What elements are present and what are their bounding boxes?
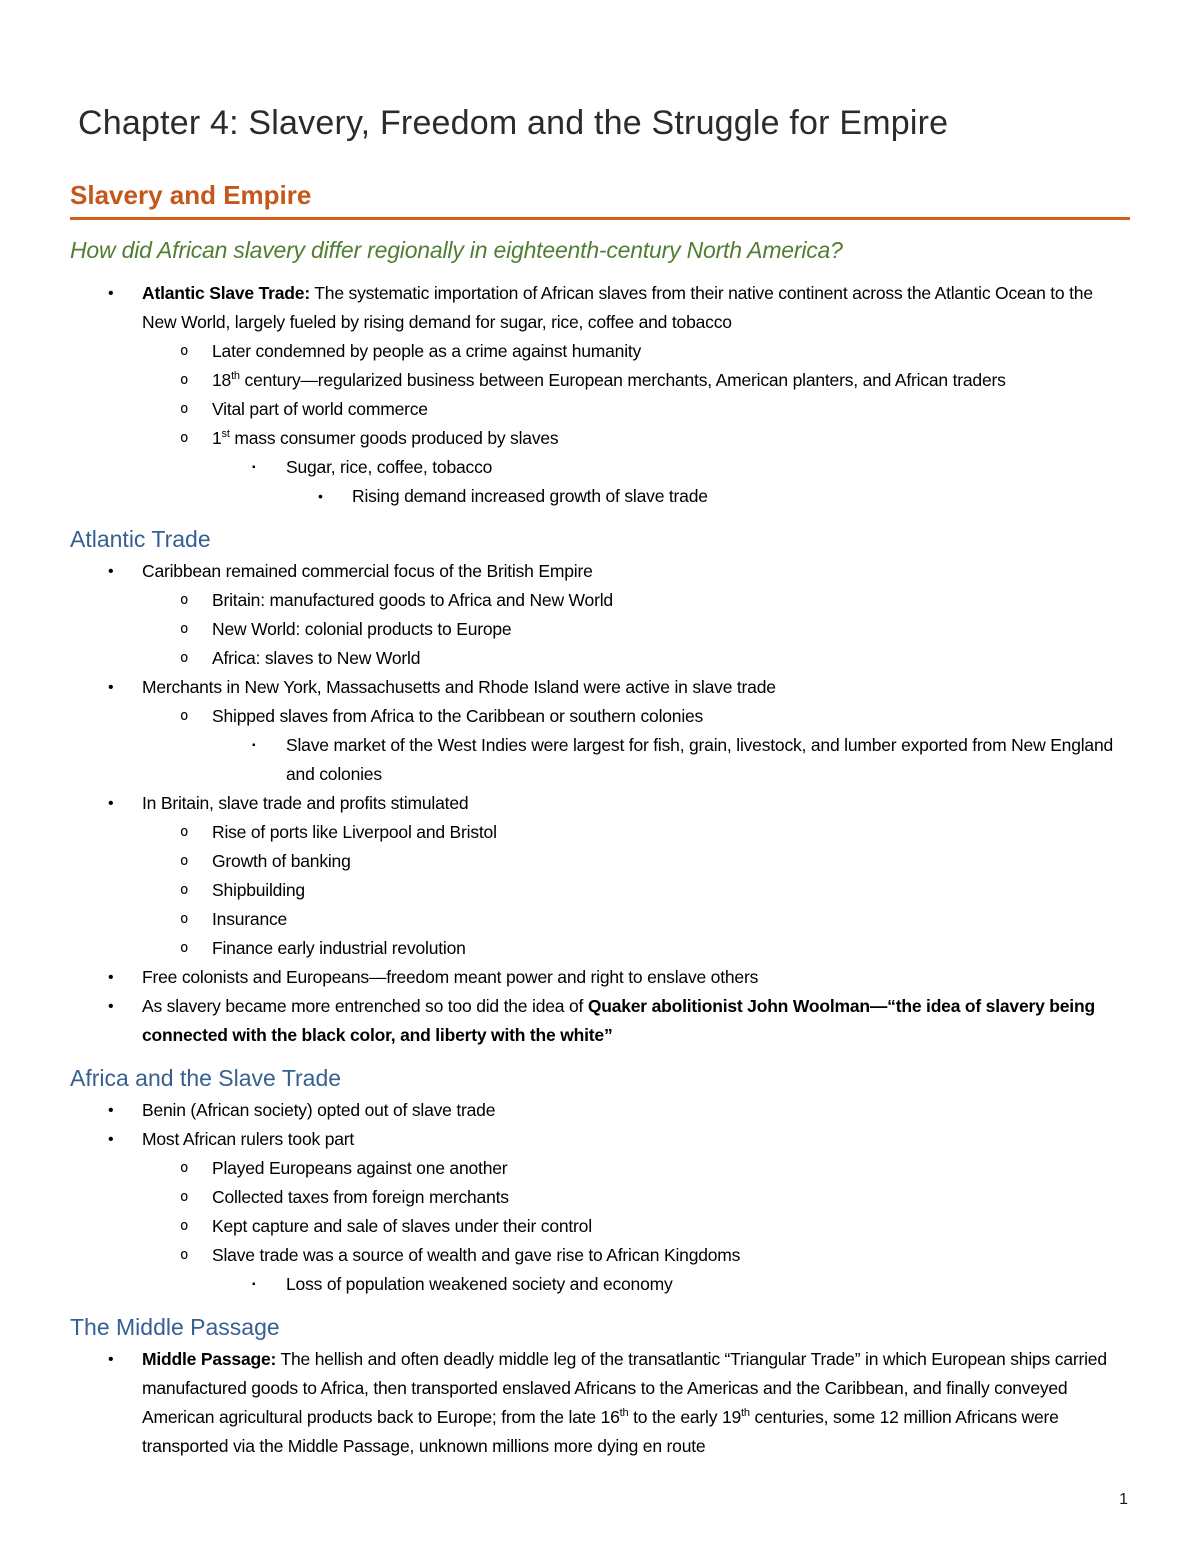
text-run: Africa: slaves to New World xyxy=(212,648,421,668)
bullet-icon: • xyxy=(108,563,114,580)
bullet-icon: o xyxy=(180,592,189,608)
list-item-text xyxy=(142,673,1130,702)
list-item-text xyxy=(212,1241,1130,1270)
text-run: Rising demand increased growth of slave trade xyxy=(352,486,708,506)
list-item-text xyxy=(212,1183,1130,1212)
bullet-icon: o xyxy=(180,430,189,446)
list-item-text xyxy=(142,963,1130,992)
text-run: Kept capture and sale of slaves under their control xyxy=(212,1216,592,1236)
text-run: Slave trade was a source of wealth and gave rise to African Kingdoms xyxy=(212,1245,741,1265)
list-item xyxy=(70,702,1130,731)
list-item xyxy=(70,1096,1130,1125)
list-item-text xyxy=(286,1270,1130,1299)
section-heading: Slavery and Empire xyxy=(70,180,1130,220)
list-item xyxy=(70,1241,1130,1270)
bullet-icon: • xyxy=(108,1102,114,1119)
list-item-text xyxy=(142,1096,1130,1125)
text-run: 1 xyxy=(212,428,222,448)
list-item-text xyxy=(286,453,1130,482)
list-item-text xyxy=(212,905,1130,934)
bullet-icon: • xyxy=(108,285,114,302)
list-item-text xyxy=(212,1212,1130,1241)
list-item xyxy=(70,789,1130,818)
text-run: Quaker abolitionist John Woolman—“the idea of slavery being connected with the black color, and liberty with the white” xyxy=(142,996,1095,1045)
bullet-icon: o xyxy=(180,372,189,388)
bullet-icon: ▪ xyxy=(252,462,256,473)
list-item-text xyxy=(212,337,1130,366)
text-run: Middle Passage: xyxy=(142,1349,277,1369)
list-item-text xyxy=(212,424,1130,453)
list-item-text xyxy=(212,876,1130,905)
list-item-text xyxy=(212,818,1130,847)
bullet-icon: ▪ xyxy=(252,740,256,751)
list-item xyxy=(70,453,1130,482)
list-item xyxy=(70,673,1130,702)
list-item-text xyxy=(212,366,1130,395)
list-item xyxy=(70,905,1130,934)
text-run: Free colonists and Europeans—freedom meant power and right to enslave others xyxy=(142,967,759,987)
list-item xyxy=(70,424,1130,453)
text-run: Most African rulers took part xyxy=(142,1129,355,1149)
list-item xyxy=(70,1154,1130,1183)
list-item-text xyxy=(142,279,1130,337)
bullet-icon: o xyxy=(180,708,189,724)
bullet-icon: o xyxy=(180,343,189,359)
list-item xyxy=(70,1183,1130,1212)
bullet-icon: o xyxy=(180,853,189,869)
text-run: th xyxy=(619,1407,629,1420)
text-run: st xyxy=(221,428,230,441)
list-item xyxy=(70,1345,1130,1461)
text-run: Slave market of the West Indies were largest for fish, grain, livestock, and lumber exported from New England and colonies xyxy=(286,735,1114,784)
list-item-text xyxy=(212,615,1130,644)
list-item-text xyxy=(212,586,1130,615)
bullet-icon: o xyxy=(180,1160,189,1176)
text-run: Rise of ports like Liverpool and Bristol xyxy=(212,822,497,842)
text-run: Britain: manufactured goods to Africa and New World xyxy=(212,590,613,610)
list-item-text xyxy=(142,789,1130,818)
bullet-icon: o xyxy=(180,940,189,956)
list-item xyxy=(70,615,1130,644)
bullet-icon: o xyxy=(180,1189,189,1205)
list-item xyxy=(70,1125,1130,1154)
text-run: Atlantic Slave Trade: xyxy=(142,283,310,303)
list-item-text xyxy=(212,1154,1130,1183)
bullet-icon: • xyxy=(318,488,323,504)
list-item-text xyxy=(286,731,1130,789)
bullet-icon: ▪ xyxy=(252,1279,256,1290)
list-item xyxy=(70,366,1130,395)
list-item xyxy=(70,1212,1130,1241)
list-item xyxy=(70,1270,1130,1299)
text-run: Played Europeans against one another xyxy=(212,1158,508,1178)
text-run: The hellish and often deadly middle leg of the transatlantic “Triangular Trade” in which European ships carried manufactured goods to Africa, then transported enslaved Africans to the Americas and the Caribbean, and finally conveyed American agricultural products back to Europe; from the late 16 xyxy=(142,1349,1107,1427)
bullet-icon: • xyxy=(108,998,114,1015)
list-item xyxy=(70,963,1130,992)
list-item-text xyxy=(142,557,1130,586)
bullet-icon: o xyxy=(180,1247,189,1263)
bullet-icon: • xyxy=(108,1351,114,1368)
list-item xyxy=(70,482,1130,511)
text-run: Insurance xyxy=(212,909,288,929)
text-run: Sugar, rice, coffee, tobacco xyxy=(286,457,493,477)
text-run: The systematic importation of African slaves from their native continent across the Atlantic Ocean to the New World, largely fueled by rising demand for sugar, rice, coffee and tobacco xyxy=(142,283,1093,332)
bullet-icon: • xyxy=(108,969,114,986)
text-run: mass consumer goods produced by slaves xyxy=(229,428,559,448)
page-number: 1 xyxy=(1119,1491,1128,1508)
text-run: Later condemned by people as a crime against humanity xyxy=(212,341,642,361)
list-item xyxy=(70,847,1130,876)
list-item xyxy=(70,279,1130,337)
text-run: Shipped slaves from Africa to the Caribbean or southern colonies xyxy=(212,706,704,726)
text-run: centuries, some 12 million Africans were transported via the Middle Passage, unknown millions more dying en route xyxy=(142,1407,1059,1456)
bullet-icon: o xyxy=(180,621,189,637)
list-item xyxy=(70,557,1130,586)
text-run: Growth of banking xyxy=(212,851,351,871)
list-item xyxy=(70,644,1130,673)
text-run: Collected taxes from foreign merchants xyxy=(212,1187,509,1207)
subsection-heading: Atlantic Trade xyxy=(70,526,211,552)
subsection-heading: Africa and the Slave Trade xyxy=(70,1065,342,1091)
list-item-text xyxy=(142,1125,1130,1154)
subsection-heading: The Middle Passage xyxy=(70,1314,280,1340)
list-item xyxy=(70,586,1130,615)
text-run: th xyxy=(741,1407,750,1420)
list-item-text xyxy=(212,847,1130,876)
text-run: century—regularized business between European merchants, American planters, and African traders xyxy=(239,370,1006,390)
text-run: Merchants in New York, Massachusetts and Rhode Island were active in slave trade xyxy=(142,677,776,697)
bullet-icon: o xyxy=(180,911,189,927)
text-run: Caribbean remained commercial focus of the British Empire xyxy=(142,561,593,581)
list-item-text xyxy=(142,992,1130,1050)
list-item-text xyxy=(352,482,1130,511)
question-heading: How did African slavery differ regionally in eighteenth-century North America? xyxy=(70,237,843,263)
bullet-icon: • xyxy=(108,1131,114,1148)
text-run: In Britain, slave trade and profits stimulated xyxy=(142,793,469,813)
text-run: to the early 19 xyxy=(628,1407,742,1427)
list-item xyxy=(70,876,1130,905)
page-title: Chapter 4: Slavery, Freedom and the Struggle for Empire xyxy=(78,104,949,142)
list-item xyxy=(70,731,1130,789)
list-item-text xyxy=(212,934,1130,963)
text-run: Vital part of world commerce xyxy=(212,399,428,419)
text-run: As slavery became more entrenched so too did the idea of xyxy=(142,996,588,1016)
list-item xyxy=(70,934,1130,963)
bullet-icon: o xyxy=(180,401,189,417)
document-body xyxy=(70,180,1130,1461)
list-item-text xyxy=(142,1345,1130,1461)
bullet-icon: o xyxy=(180,650,189,666)
text-run: Finance early industrial revolution xyxy=(212,938,466,958)
text-run: New World: colonial products to Europe xyxy=(212,619,512,639)
bullet-icon: • xyxy=(108,795,114,812)
list-item xyxy=(70,818,1130,847)
list-item xyxy=(70,395,1130,424)
bullet-icon: o xyxy=(180,882,189,898)
list-item xyxy=(70,337,1130,366)
list-item xyxy=(70,992,1130,1050)
text-run: th xyxy=(231,370,240,383)
text-run: Benin (African society) opted out of slave trade xyxy=(142,1100,496,1120)
text-run: 18 xyxy=(212,370,232,390)
bullet-icon: o xyxy=(180,824,189,840)
bullet-icon: o xyxy=(180,1218,189,1234)
text-run: Loss of population weakened society and economy xyxy=(286,1274,673,1294)
text-run: Shipbuilding xyxy=(212,880,305,900)
list-item-text xyxy=(212,644,1130,673)
bullet-icon: • xyxy=(108,679,114,696)
list-item-text xyxy=(212,395,1130,424)
list-item-text xyxy=(212,702,1130,731)
